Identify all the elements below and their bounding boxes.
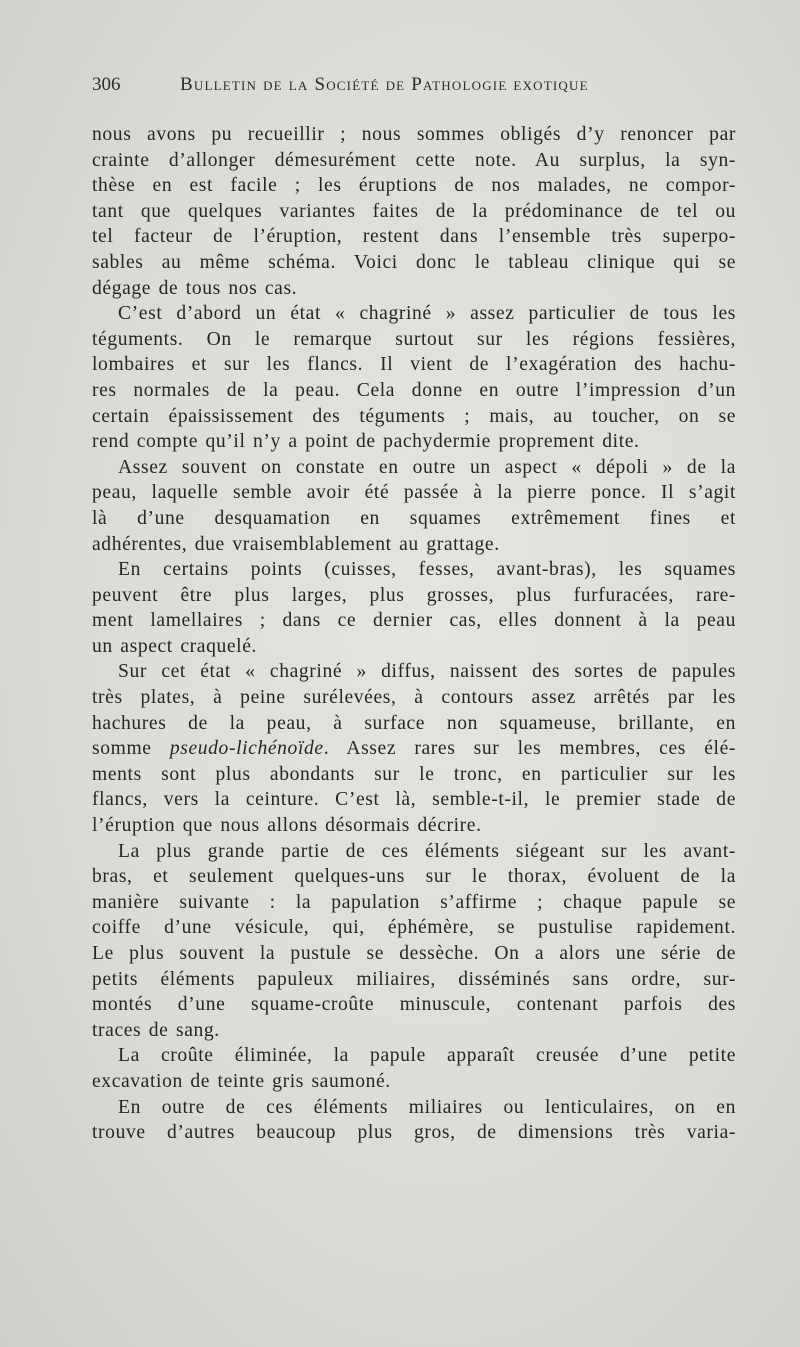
running-title: Bulletin de la Société de Pathologie exotique bbox=[180, 74, 589, 95]
paragraph bbox=[92, 122, 736, 301]
text-line: La plus grande partie de ces éléments siégeant sur les avant- bbox=[118, 840, 736, 862]
text-line: coiffe d’une vésicule, qui, éphémère, se pustulise rapidement. bbox=[92, 917, 736, 939]
text-line: nous avons pu recueillir ; nous sommes obligés d’y renoncer par bbox=[92, 124, 736, 145]
text-line: ments sont plus abondants sur le tronc, en particulier sur les bbox=[92, 763, 736, 785]
text-line: En outre de ces éléments miliaires ou lenticulaires, on en bbox=[118, 1096, 736, 1118]
text-line: tel facteur de l’éruption, restent dans l’ensemble très superpo- bbox=[92, 226, 736, 248]
text-line: petits éléments papuleux miliaires, disséminés sans ordre, sur- bbox=[92, 968, 736, 990]
text-line: En certains points (cuisses, fesses, avant-bras), les squames bbox=[118, 559, 736, 581]
body-text bbox=[92, 122, 736, 1146]
text-line: La croûte éliminée, la papule apparaît creusée d’une petite bbox=[118, 1045, 736, 1067]
text-line: flancs, vers la ceinture. C’est là, semble-t-il, le premier stade de bbox=[92, 789, 736, 811]
text-line: téguments. On le remarque surtout sur les régions fessières, bbox=[92, 328, 736, 350]
text-line: peuvent être plus larges, plus grosses, plus furfuracées, rare- bbox=[92, 584, 736, 606]
text-line: Le plus souvent la pustule se dessèche. On a alors une série de bbox=[92, 943, 736, 964]
text-line: crainte d’allonger démesurément cette note. Au surplus, la syn- bbox=[92, 149, 736, 171]
text-line: adhérentes, due vraisemblablement au grattage. bbox=[92, 533, 500, 555]
text-line: res normales de la peau. Cela donne en outre l’impression d’un bbox=[92, 379, 736, 401]
text-line: hachures de la peau, à surface non squameuse, brillante, en bbox=[92, 712, 736, 734]
text-line: rend compte qu’il n’y a point de pachydermie proprement dite. bbox=[92, 431, 640, 453]
text-line: excavation de teinte gris saumoné. bbox=[92, 1070, 391, 1092]
text-line: thèse en est facile ; les éruptions de nos malades, ne compor- bbox=[92, 175, 736, 197]
text-line: dégage de tous nos cas. bbox=[92, 277, 298, 299]
text-line: C’est d’abord un état « chagriné » assez particulier de tous les bbox=[118, 303, 736, 325]
paragraph bbox=[92, 455, 736, 557]
text-line: Sur cet état « chagriné » diffus, naissent des sortes de papules bbox=[118, 661, 736, 683]
text-line: somme pseudo-lichénoïde. Assez rares sur les membres, ces élé- bbox=[92, 738, 736, 760]
paragraph bbox=[92, 301, 736, 455]
text-line: certain épaississement des téguments ; mais, au toucher, on se bbox=[92, 405, 736, 427]
paragraph bbox=[92, 659, 736, 838]
text-line: traces de sang. bbox=[92, 1019, 220, 1041]
text-line: un aspect craquelé. bbox=[92, 635, 257, 657]
text-line: tant que quelques variantes faites de la prédominance de tel ou bbox=[92, 200, 736, 222]
text-line: sables au même schéma. Voici donc le tableau clinique qui se bbox=[92, 251, 736, 273]
text-line: manière suivante : la papulation s’affirme ; chaque papule se bbox=[92, 891, 736, 913]
paragraph bbox=[92, 1043, 736, 1094]
text-line: peau, laquelle semble avoir été passée à la pierre ponce. Il s’agit bbox=[92, 482, 736, 504]
paragraph bbox=[92, 557, 736, 659]
text-line: l’éruption que nous allons désormais décrire. bbox=[92, 815, 482, 837]
page-number: 306 bbox=[92, 74, 121, 95]
text-line: trouve d’autres beaucoup plus gros, de dimensions très varia- bbox=[92, 1122, 736, 1144]
text-line: montés d’une squame-croûte minuscule, contenant parfois des bbox=[92, 994, 736, 1016]
text-line: Assez souvent on constate en outre un aspect « dépoli » de la bbox=[118, 456, 736, 478]
page-header bbox=[92, 74, 692, 96]
paragraph bbox=[92, 1095, 736, 1146]
text-line: très plates, à peine surélevées, à contours assez arrêtés par les bbox=[92, 687, 736, 709]
text-line: lombaires et sur les flancs. Il vient de l’exagération des hachu- bbox=[92, 354, 736, 376]
paragraph bbox=[92, 839, 736, 1044]
text-line: ment lamellaires ; dans ce dernier cas, elles donnent à la peau bbox=[92, 610, 736, 632]
text-line: bras, et seulement quelques-uns sur le thorax, évoluent de la bbox=[92, 866, 736, 888]
text-line: là d’une desquamation en squames extrêmement fines et bbox=[92, 507, 736, 529]
